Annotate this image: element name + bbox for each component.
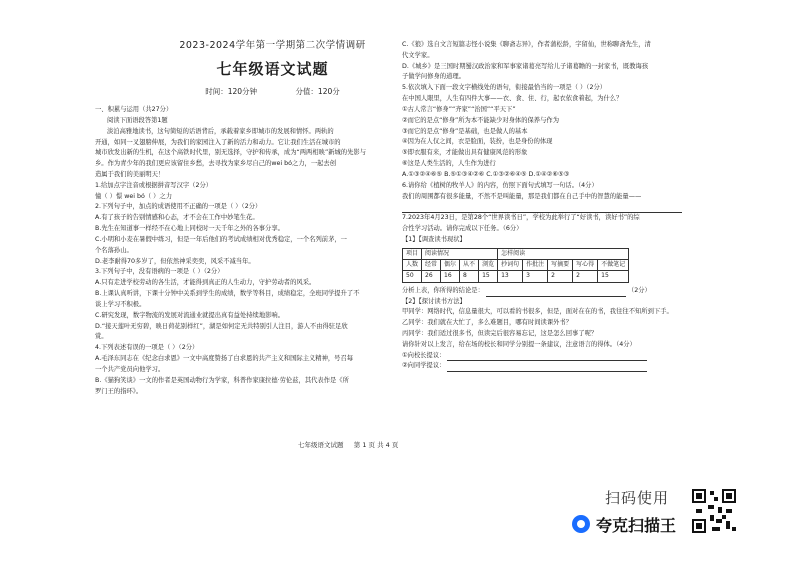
answer-line xyxy=(402,202,702,213)
task-1-heading: 【1】【调查读书现状】 xyxy=(402,235,466,243)
question-7-cont: 合性学习活动。请你完成以下任务。（6分） xyxy=(402,225,523,233)
footer-subject: 七年级语文试题 xyxy=(298,441,344,449)
exam-score: 分值：120分 xyxy=(295,87,340,97)
dialog-line: 乙同学：我们就在大忙了，多么难题目，哪有时间读课外书？ xyxy=(402,319,573,327)
option: A.有了孩子的告别情感和心态，才不会在工作中妙笔生花。 xyxy=(95,214,259,222)
sentence-item: ①古人常言“修身”“齐家”“治国”“平天下” xyxy=(402,105,516,113)
option: B.上课认真听讲，下课十分钟中关系到学生的成绩，数学等科目，成绩稳定，全班同学提升了不 xyxy=(95,290,360,298)
left-column xyxy=(95,38,450,397)
table-cell: 8 xyxy=(460,271,479,282)
table-cell: 15 xyxy=(479,271,498,282)
question-5-options: A.①③②④⑥⑤ B.⑤①③④②⑥ C.①③②⑥④⑤ D.①④②⑥⑤③ xyxy=(402,170,570,178)
option: A.毛泽东同志在《纪念白求恩》一文中高度赞扬了白求恩的共产主义和国际主义精神，号召每 xyxy=(95,355,354,363)
table-cell: 写摘要 xyxy=(548,260,573,271)
suggestion-label: ①向校长提议： xyxy=(402,351,446,359)
suggestion-2 xyxy=(402,361,702,372)
table-cell: 怎样阅读 xyxy=(498,248,629,259)
table-cell: 写心得 xyxy=(573,260,598,271)
option: B.先生在知道事一样经不在心地上同校时一天千年之外的各事分享。 xyxy=(95,225,284,233)
table-cell: 15 xyxy=(598,271,629,282)
sentence-item: ④因为在人仅之间，衣是脸面，装扮，也是身份的体现 xyxy=(402,138,553,146)
section-heading: 一、积累与运用（共27分） xyxy=(95,106,173,114)
table-cell: 26 xyxy=(422,271,441,282)
brand-logo-icon xyxy=(572,515,590,533)
table-cell: 偶尔 xyxy=(441,260,460,271)
option: 代文学家。 xyxy=(402,51,434,59)
exam-time: 时间：120分钟 xyxy=(205,87,258,97)
question-1-items: 憧（ ）憬 wei bó（ ）之力 xyxy=(95,192,173,200)
passage-line: 乡。作为青少年的我们更应该留住乡愁，去寻找为家乡尽自己的wei bó之力，一起去创 xyxy=(95,160,337,168)
option: D.老李耐得70多岁了，但依然神采奕奕，风采不减当年。 xyxy=(95,257,255,265)
reading-intro: 阅读下面语段答第1题 xyxy=(107,116,168,124)
table-cell: 13 xyxy=(498,271,523,282)
option: D.《城乡》是三国时期蜀汉政治家和军事家诸葛亮写给儿子诸葛瞻的一封家书，既教诲孩 xyxy=(402,62,649,70)
question-4: 4.下列表述有误的一项是（ ）（2分） xyxy=(95,344,199,352)
dialog-line: 甲同学：网络时代，信息量很大，可以看的书很多，但是，面对在在的书，我往往不知所到下手。 xyxy=(402,308,673,316)
right-column xyxy=(402,40,702,372)
table-cell: 抄词句 xyxy=(498,260,523,271)
table-cell: 从不 xyxy=(460,260,479,271)
passage-line: 淡泊高雅地读书，这句简短的话语背后，承载着家乡即城市的发展和情怀。两轨的 xyxy=(107,127,334,135)
passage-line: 造属于我们的美丽明天！ xyxy=(95,170,165,178)
suggestion-1 xyxy=(402,351,702,362)
question-1: 1.给加点字注音或根据拼音写汉字（2分） xyxy=(95,181,213,189)
passage-line: 开通，如同一叉翅膀伸展，为我们的家园注入了新的活力和动力。它让我们生活在城市的 xyxy=(95,138,341,146)
option: C.小明和小麦在暑假中练习，但是一年后他们的考试成绩相对优秀稳定，一个名列前茅，一 xyxy=(95,235,347,243)
table-cell: 3 xyxy=(523,271,548,282)
sentence-item: ⑤即衣服有来，才能做出具有健康风范的形象 xyxy=(402,149,528,157)
option: 个名落孙山。 xyxy=(95,246,133,254)
exam-title: 2023-2024学年第一学期第二次学情调研 xyxy=(179,40,366,51)
table-cell: 16 xyxy=(441,271,460,282)
question-7: 7.2023年4月23日，是第28个“世界读书日”，学校为此举行了“好读书，读好书”的综 xyxy=(402,214,640,222)
qr-code-icon[interactable] xyxy=(690,487,738,535)
reading-survey-table xyxy=(402,248,629,283)
question-3: 3.下列句子中，没有语病的一项是（ ）（2分） xyxy=(95,268,224,276)
task-2-heading: 【2】【探讨读书方法】 xyxy=(402,297,466,305)
analysis-score: （2分） xyxy=(627,286,651,294)
page-footer xyxy=(298,440,398,449)
table-cell: 人数 xyxy=(403,260,422,271)
question-5-stem: 在中国人眼里，人生有四件大事——衣、食、住、行，起衣依食着起，为什么？ xyxy=(402,95,623,103)
suggestion-label: ②向同学提议： xyxy=(402,362,446,370)
question-5: 5.依次填入下面一段文字横线处的语句，衔接最恰当的一项是（ ）（2分） xyxy=(402,84,607,92)
question-6-stem: 我们的周围都有很多能量，不然不是叫能量，那是我们都在自己手中的智慧的能量—— xyxy=(402,192,642,200)
table-cell: 2 xyxy=(548,271,573,282)
option: 赏。 xyxy=(95,333,108,341)
answer-blank xyxy=(486,296,626,297)
analysis-prompt xyxy=(402,286,702,297)
sentence-item: ③而它的是点“修身”是基础，也是做人的基本 xyxy=(402,127,528,135)
table-row xyxy=(403,271,629,282)
table-row xyxy=(403,260,629,271)
question-6: 6.请你给《植树的牧羊人》的内容，仿照下面句式填写一句话。（4分） xyxy=(402,181,598,189)
dialog-line: 请你针对以上发言，给在场的校长和同学分别提一条建议，注意语言的得体。（4分） xyxy=(402,340,636,348)
scan-brand: 夸克扫描王 xyxy=(596,516,677,535)
table-cell: 50 xyxy=(403,271,422,282)
table-cell: 阅读情况 xyxy=(422,248,498,259)
table-cell: 2 xyxy=(573,271,598,282)
table-cell: 经常 xyxy=(422,260,441,271)
table-cell: 作批注 xyxy=(523,260,548,271)
option: 谈上学习不积极。 xyxy=(95,300,146,308)
option: D.“接天莲叶无穷碧，映日荷花别样红”，湖是如何定无共特别引人注目，游人不由得驻足欣 xyxy=(95,322,348,330)
analysis-label: 分析上表，你所得的结论是： xyxy=(402,286,484,294)
dialog-line: 丙同学：我们适过很多书，但读完后很容易忘记，这是怎么回事了呢？ xyxy=(402,329,598,337)
question-2: 2.下列句子中，加点的成语使用不正确的一项是（ ）（2分） xyxy=(95,203,262,211)
table-cell: 不做笔记 xyxy=(598,260,629,271)
sentence-item: ②而它的是点“修身”所为本不能缺少对身体的保养与作为 xyxy=(402,116,559,124)
option: C.研究发现，数字物流的发展对流通业就提出真有益处持续地影响。 xyxy=(95,311,285,319)
table-row xyxy=(403,248,629,259)
footer-page: 第 1 页 共 4 页 xyxy=(353,441,399,449)
paper-title: 七年级语文试题 xyxy=(216,60,329,79)
table-cell: 浏览 xyxy=(479,260,498,271)
option: C.《狼》选自文言短篇志怪小说集《聊斋志异》，作者蒲松龄，字留仙，世称聊斋先生，清 xyxy=(402,41,651,48)
exam-meta xyxy=(95,86,450,99)
option: B.《猫狗笑谈》一文的作者是英国动物行为学家，科普作家康拉德·劳伦兹，其代表作是《所 xyxy=(95,376,349,384)
option: 一个共产党员向他学习。 xyxy=(95,365,165,373)
passage-line: 城市欣发出新的生机，在这个高铁时代里，别无选择，守护和传承，成为“两两相映”新城的先影与 xyxy=(95,149,366,157)
sentence-item: ⑥这是人类生活的，人生作为进行 xyxy=(402,160,496,168)
table-cell: 项目 xyxy=(403,248,422,259)
answer-blank xyxy=(447,371,647,372)
scan-label: 扫码使用 xyxy=(605,489,670,507)
option: A.只有走进学校劳动的各生活，才能得到真正的人生动力，守护劳动者的风采。 xyxy=(95,279,316,287)
option: 子做学问修身的道理。 xyxy=(402,73,465,81)
option: 罗门王的指环》。 xyxy=(95,387,143,395)
